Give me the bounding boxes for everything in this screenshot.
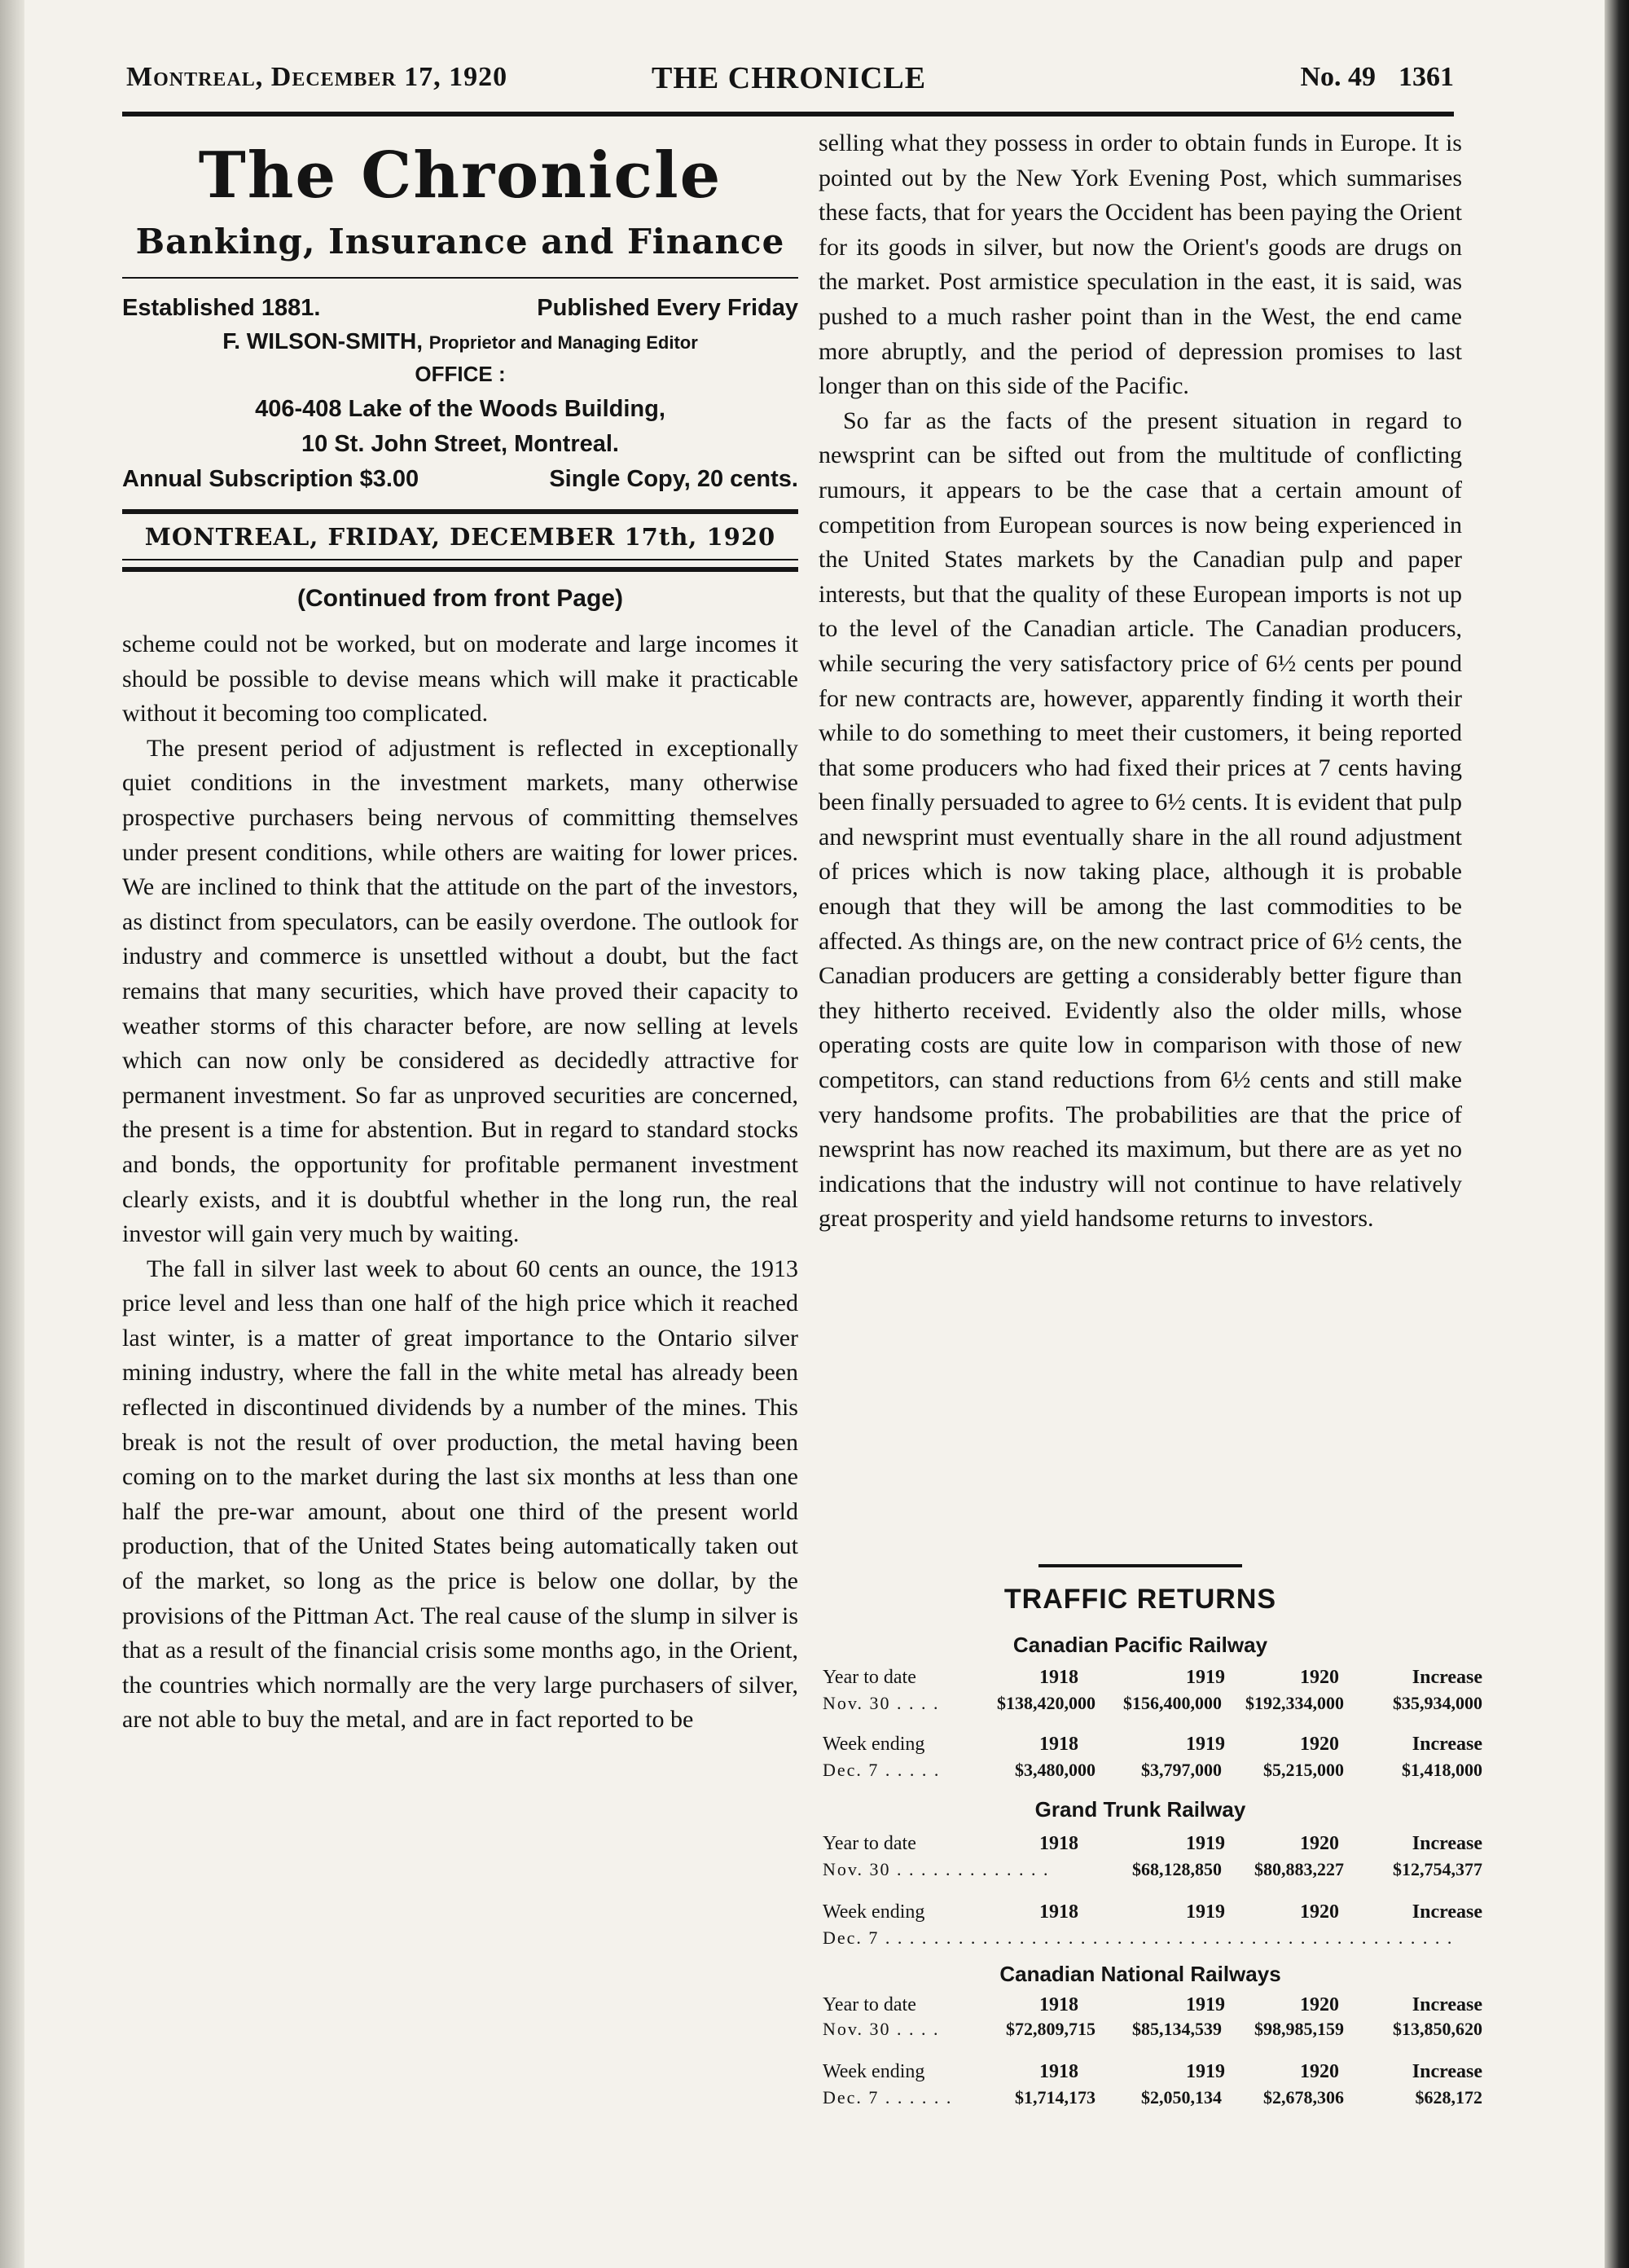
proprietor-role: Proprietor and Managing Editor (428, 332, 698, 353)
railway-name: Canadian Pacific Railway (1012, 1633, 1268, 1657)
traffic-header-row (823, 1994, 1482, 2019)
year-1918-header: 1918 (1039, 1833, 1078, 1854)
dateline-rule-bottom (122, 567, 798, 572)
annual-subscription: Annual Subscription $3.00 (122, 466, 419, 492)
value-1918: $72,809,715 (1006, 2019, 1096, 2039)
running-head-title: THE CHRONICLE (652, 61, 927, 95)
traffic-value-row (823, 1760, 1482, 1784)
traffic-returns-title: TRAFFIC RETURNS (1003, 1584, 1277, 1615)
year-1920-header: 1920 (1300, 1667, 1339, 1688)
traffic-header-row (823, 1667, 1482, 1691)
value-1919: $85,134,539 (1132, 2019, 1222, 2039)
period-label: Year to date (823, 1667, 916, 1688)
established-text: Established 1881. (122, 295, 321, 321)
value-increase: $12,754,377 (1393, 1859, 1482, 1879)
period-label: Week ending (823, 1734, 925, 1755)
value-1919: $2,050,134 (1141, 2087, 1222, 2108)
scan-left-edge (0, 0, 24, 2268)
running-head-dateline: Montreal, December 17, 1920 (126, 62, 508, 92)
continued-note: (Continued from front Page) (297, 585, 623, 612)
article-paragraph: So far as the facts of the present situation in regard to newsprint can be sifted out from the multitude of conflicting rumours, it appears to be the case that a certain amount of competition from European sources is now being experienced in the United States markets by the Canadian pulp and paper interests, but that the quality of these European imports is not up to the level of the Canadian article. The Canadian producers, while securing the very satisfactory price of 6½ cents per pound for new contracts are, however, apparently finding it worth their while to do something to meet their customers, it being reported that some producers who had fixed their prices at 7 cents having been finally persuaded to agree to 6½ cents. It is evident that pulp and newsprint must eventually share in the all round adjustment of prices which is now taking place, although it is probable enough that they will be among the last commodities to be affected. As things are, on the new contract price of 6½ cents, the Canadian producers are getting a considerably better figure than they hitherto received. Evidently also the older mills, whose operating costs are quite low in comparison with those of new competitors, can stand reductions from 6½ cents and still make very handsome profits. The probabilities are that the price of newsprint has now reached its maximum, but there are as yet no indications that the industry will not continue to have relatively great prosperity and yield handsome returns to investors. (819, 407, 1462, 1233)
increase-header: Increase (1412, 1901, 1482, 1923)
header-rule (122, 112, 1454, 116)
value-increase: $628,172 (1415, 2087, 1482, 2108)
railway-name: Canadian National Railways (999, 1962, 1281, 1986)
traffic-value-row (823, 1859, 1482, 1883)
dateline: MONTREAL, FRIDAY, DECEMBER 17th, 1920 (144, 523, 776, 551)
issue-number: No. 49 (1300, 62, 1376, 92)
value-1918: $138,420,000 (997, 1693, 1096, 1713)
increase-header: Increase (1412, 1833, 1482, 1854)
office-address-1: 406-408 Lake of the Woods Building, (255, 396, 665, 422)
proprietor-name: F. WILSON-SMITH, (222, 328, 423, 354)
office-label: OFFICE : (415, 362, 506, 386)
year-1918-header: 1918 (1039, 1667, 1078, 1688)
traffic-header-row (823, 1901, 1482, 1926)
value-increase: $13,850,620 (1393, 2019, 1482, 2039)
traffic-header-row (823, 2061, 1482, 2086)
single-copy-price: Single Copy, 20 cents. (549, 466, 798, 492)
increase-header: Increase (1412, 1667, 1482, 1688)
value-1919: $3,797,000 (1141, 1760, 1222, 1780)
value-1920: $98,985,159 (1254, 2019, 1344, 2039)
value-1919: $68,128,850 (1132, 1859, 1222, 1879)
year-1920-header: 1920 (1300, 1734, 1339, 1755)
traffic-value-row (823, 1927, 1474, 1952)
masthead-subtitle: Banking, Insurance and Finance (135, 222, 785, 262)
traffic-value-row (823, 1693, 1482, 1717)
article-paragraph: The fall in silver last week to about 60 cents an ounce, the 1913 price level and less than one half of the high price which it reached last winter, is a matter of great importance to the Ontario silver mining industry, where the fall in the white metal has already been reflected in discontinued dividends by a number of the mines. This break is not the result of over production, the metal having been coming on to the market during the last six months at less than one half the pre-war amount, about one third of the present world production, that of the United States being automatically taken out of the market, so long as the price is below one dollar, by the provisions of the Pittman Act. The real cause of the slump in silver is that as a result of the financial crisis some months ago, in the Orient, the countries which normally are the very large purchasers of silver, are not able to buy the metal, and are in fact reported to be (122, 1255, 798, 1734)
period-label: Week ending (823, 2061, 925, 2082)
increase-header: Increase (1412, 1734, 1482, 1755)
masthead-title: The Chronicle (198, 138, 722, 213)
date-label: Nov. 30 . . . . (823, 1693, 940, 1713)
article-left-column (122, 627, 798, 1738)
proprietor-line (122, 328, 798, 354)
office-address-2: 10 St. John Street, Montreal. (301, 431, 619, 457)
dateline-rule-mid (122, 559, 798, 560)
year-1918-header: 1918 (1039, 1901, 1078, 1923)
year-1918-header: 1918 (1039, 2061, 1078, 2082)
masthead-rule (122, 277, 798, 279)
article-paragraph: scheme could not be worked, but on moderate and large incomes it should be possible to devise means which will make it practicable without it becoming too complicated. (122, 631, 798, 727)
traffic-header-row (823, 1734, 1482, 1758)
period-label: Year to date (823, 1833, 916, 1854)
date-label: Dec. 7 . . . . . (823, 1760, 941, 1780)
year-1918-header: 1918 (1039, 1994, 1078, 2015)
date-label: Nov. 30 . . . . (823, 2019, 940, 2039)
traffic-value-row (823, 2019, 1482, 2043)
year-1920-header: 1920 (1300, 1994, 1339, 2015)
value-increase: $1,418,000 (1402, 1760, 1482, 1780)
article-paragraph: selling what they possess in order to obtain funds in Europe. It is pointed out by the New York Evening Post, which summarises these facts, that for years the Occident has been paying the Orient for its goods in silver, but now the Orient's goods are drugs on the market. Post armistice speculation in the east, it is said, was pushed to a much rasher point than in the West, the end came more abruptly, and the period of depression promises to last longer than on this side of the Pacific. (819, 130, 1462, 400)
article-paragraph: The present period of adjustment is reflected in exceptionally quiet conditions in the investment markets, many otherwise prospective purchasers being nervous of committing themselves under present conditions, while others are waiting for lower prices. We are inclined to think that the attitude on the part of the investors, as distinct from speculators, can be easily overdone. The outlook for industry and commerce is unsettled without a doubt, but the fact remains that many securities, which have proved their capacity to weather storms of this character before, are now selling at levels which can now only be considered as decidedly attractive for permanent investment. So far as unproved securities are concerned, the present is a time for abstention. But in regard to standard stocks and bonds, the opportunity for profitable permanent investment clearly exists, and it is doubtful whether in the long run, the real investor will gain very much by waiting. (122, 734, 798, 1248)
value-1920: $192,334,000 (1245, 1693, 1344, 1713)
year-1918-header: 1918 (1039, 1734, 1078, 1755)
year-1920-header: 1920 (1300, 1833, 1339, 1854)
year-1919-header: 1919 (1186, 2061, 1225, 2082)
value-1918: $3,480,000 (1015, 1760, 1096, 1780)
railway-name: Grand Trunk Railway (1034, 1797, 1246, 1822)
masthead-established-line (122, 295, 798, 324)
running-head-issue (1300, 62, 1454, 93)
value-increase: $35,934,000 (1393, 1693, 1482, 1713)
date-label: Dec. 7 . . . . . . (823, 2087, 953, 2108)
period-label: Year to date (823, 1994, 916, 2015)
year-1919-header: 1919 (1186, 1667, 1225, 1688)
scan-right-edge (1605, 0, 1629, 2268)
year-1919-header: 1919 (1186, 1833, 1225, 1854)
traffic-value-row (823, 2087, 1482, 2112)
value-1920: $5,215,000 (1263, 1760, 1344, 1780)
section-divider (1038, 1564, 1242, 1567)
period-label: Week ending (823, 1901, 925, 1923)
value-1920: $2,678,306 (1263, 2087, 1344, 2108)
value-1919: $156,400,000 (1123, 1693, 1222, 1713)
date-label: Nov. 30 . . . . . . . . . . . . . (823, 1859, 1050, 1879)
year-1919-header: 1919 (1186, 1734, 1225, 1755)
date-label: Dec. 7 . . . . . . . . . . . . . . . . . . . . . . . . . . . . . . . . . . . . . . . . . . . . . . . (823, 1927, 1454, 1948)
article-right-column (819, 126, 1462, 1237)
increase-header: Increase (1412, 2061, 1482, 2082)
published-text: Published Every Friday (537, 295, 798, 321)
year-1919-header: 1919 (1186, 1901, 1225, 1923)
year-1919-header: 1919 (1186, 1994, 1225, 2015)
value-1920: $80,883,227 (1254, 1859, 1344, 1879)
running-head (126, 55, 1454, 104)
dateline-rule-top (122, 509, 798, 514)
traffic-header-row (823, 1833, 1482, 1857)
year-1920-header: 1920 (1300, 1901, 1339, 1923)
page-number: 1361 (1398, 62, 1454, 92)
value-1918: $1,714,173 (1015, 2087, 1096, 2108)
subscription-line (122, 466, 798, 495)
year-1920-header: 1920 (1300, 2061, 1339, 2082)
increase-header: Increase (1412, 1994, 1482, 2015)
